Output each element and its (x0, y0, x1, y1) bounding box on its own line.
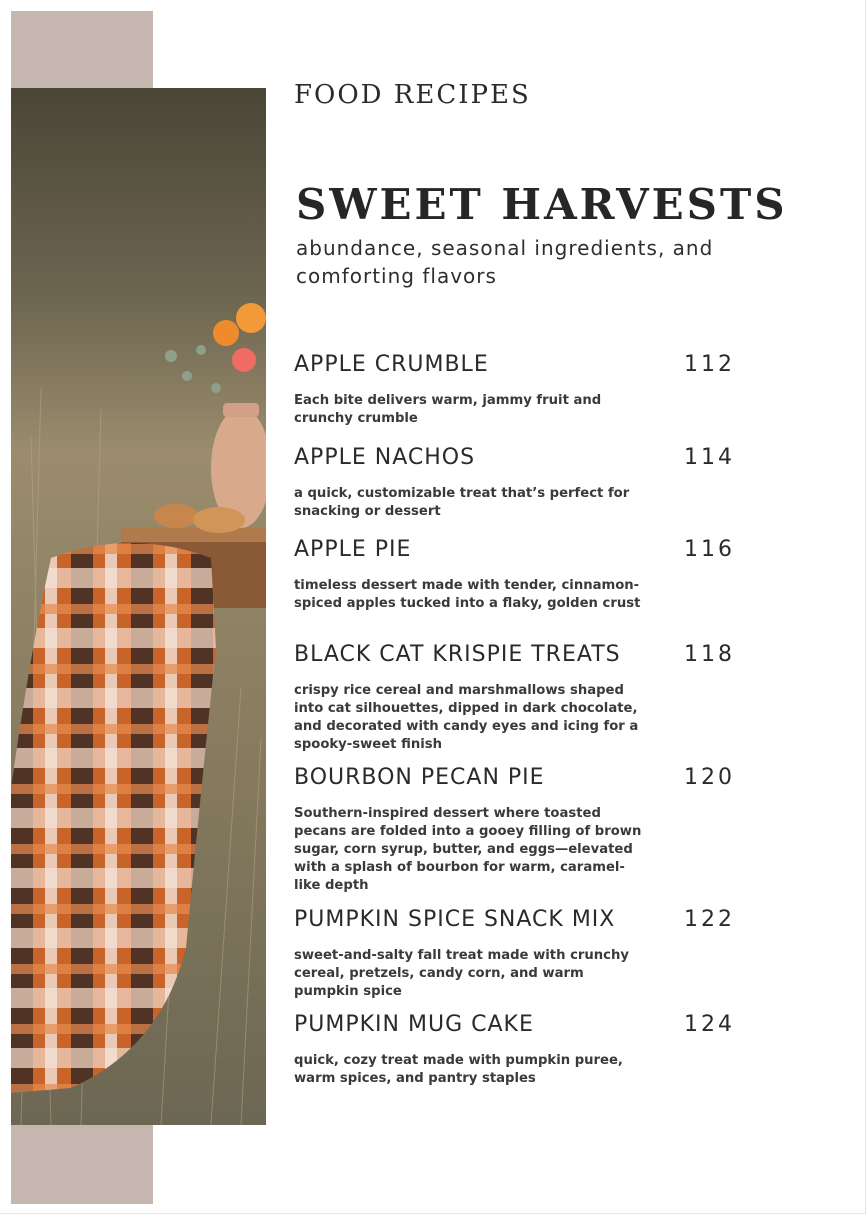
recipe-item (294, 445, 764, 537)
recipe-name: PUMPKIN MUG CAKE (294, 1012, 534, 1037)
recipe-page-number: 124 (684, 1012, 735, 1037)
decorative-block-bottom (11, 1125, 153, 1204)
recipe-page-number: 114 (684, 445, 735, 470)
recipe-item (294, 765, 764, 907)
page-subtitle: abundance, seasonal ingredients, and comforting flavors (296, 236, 714, 288)
recipe-description: crispy rice cereal and marshmallows shaped into cat silhouettes, dipped in dark chocolate, and decorated with candy eyes and icing for a spooky-sweet finish (294, 683, 639, 752)
recipe-item (294, 352, 764, 445)
recipe-description: a quick, customizable treat that’s perfect for snacking or dessert (294, 486, 630, 519)
recipe-list (294, 352, 764, 1088)
decorative-block-top (11, 11, 153, 89)
recipe-name: BLACK CAT KRISPIE TREATS (294, 642, 621, 667)
autumn-picnic-photo (11, 88, 266, 1125)
recipe-page-number: 116 (684, 537, 735, 562)
recipe-item (294, 907, 764, 1012)
recipe-description: Southern-inspired dessert where toasted pecans are folded into a gooey filling of brown sugar, corn syrup, butter, and eggs—elevated with a splash of bourbon for warm, caramel-like depth (294, 806, 642, 893)
section-kicker: FOOD RECIPES (294, 80, 531, 110)
recipe-item (294, 1012, 764, 1088)
recipe-item (294, 642, 764, 765)
recipe-description: timeless dessert made with tender, cinnamon-spiced apples tucked into a flaky, golden crust (294, 578, 641, 611)
recipe-description: sweet-and-salty fall treat made with crunchy cereal, pretzels, candy corn, and warm pumpkin spice (294, 948, 629, 999)
recipe-page-number: 120 (684, 765, 735, 790)
recipe-description: Each bite delivers warm, jammy fruit and crunchy crumble (294, 393, 602, 426)
recipe-name: APPLE PIE (294, 537, 412, 562)
recipe-page-number: 118 (684, 642, 735, 667)
recipe-name: APPLE NACHOS (294, 445, 476, 470)
recipe-page-number: 112 (684, 352, 735, 377)
recipe-description: quick, cozy treat made with pumpkin puree, warm spices, and pantry staples (294, 1053, 623, 1086)
page-title: SWEET HARVESTS (296, 180, 788, 229)
recipe-name: PUMPKIN SPICE SNACK MIX (294, 907, 616, 932)
recipe-item (294, 537, 764, 642)
recipe-name: APPLE CRUMBLE (294, 352, 489, 377)
recipe-name: BOURBON PECAN PIE (294, 765, 545, 790)
recipe-page-number: 122 (684, 907, 735, 932)
